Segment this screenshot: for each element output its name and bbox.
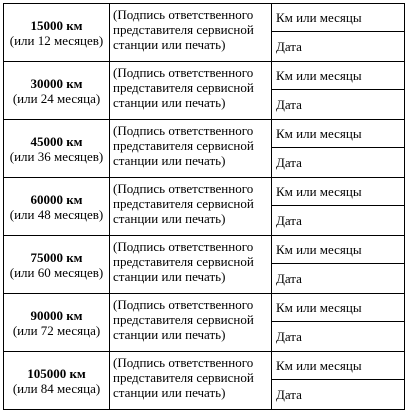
service-interval-km: 60000 км — [30, 191, 83, 207]
service-interval-months: (или 24 месяца) — [12, 90, 101, 106]
service-interval-cell — [4, 294, 110, 352]
service-interval-cell — [4, 178, 110, 236]
service-row — [4, 62, 405, 120]
service-interval-months: (или 12 месяцев) — [9, 32, 104, 48]
record-fields-cell — [272, 120, 405, 178]
date-field: Дата — [276, 155, 302, 170]
service-interval-cell — [4, 352, 110, 410]
record-fields-cell — [272, 4, 405, 62]
service-row — [4, 236, 405, 294]
service-interval-km: 15000 км — [30, 17, 83, 33]
service-row — [4, 294, 405, 352]
mileage-field: Км или месяцы — [272, 294, 404, 322]
service-interval-months: (или 72 месяца) — [12, 322, 101, 338]
service-row — [4, 4, 405, 62]
service-interval-cell — [4, 62, 110, 120]
service-interval-cell — [4, 236, 110, 294]
service-interval-km: 30000 км — [30, 75, 83, 91]
mileage-field: Км или месяцы — [272, 4, 404, 32]
mileage-field: Км или месяцы — [272, 178, 404, 206]
signature-cell: (Подпись ответственного представителя сервисной станции или печать) — [110, 294, 272, 352]
date-field: Дата — [276, 329, 302, 344]
service-interval-months: (или 36 месяцев) — [9, 148, 104, 164]
signature-cell: (Подпись ответственного представителя сервисной станции или печать) — [110, 120, 272, 178]
signature-cell: (Подпись ответственного представителя сервисной станции или печать) — [110, 352, 272, 410]
service-interval-km: 75000 км — [30, 249, 83, 265]
service-interval-months: (или 84 месяца) — [12, 380, 101, 396]
mileage-field: Км или месяцы — [272, 236, 404, 264]
service-interval-km: 45000 км — [30, 133, 83, 149]
service-interval-cell — [4, 4, 110, 62]
date-field: Дата — [276, 387, 302, 402]
service-row — [4, 178, 405, 236]
signature-cell: (Подпись ответственного представителя сервисной станции или печать) — [110, 62, 272, 120]
record-fields-cell — [272, 294, 405, 352]
date-field: Дата — [276, 213, 302, 228]
service-interval-months: (или 60 месяцев) — [9, 264, 104, 280]
service-interval-cell — [4, 120, 110, 178]
record-fields-cell — [272, 236, 405, 294]
date-field: Дата — [276, 271, 302, 286]
date-field: Дата — [276, 97, 302, 112]
mileage-field: Км или месяцы — [272, 62, 404, 90]
service-row — [4, 120, 405, 178]
signature-cell: (Подпись ответственного представителя сервисной станции или печать) — [110, 178, 272, 236]
service-interval-km: 105000 км — [27, 365, 86, 381]
service-interval-months: (или 48 месяцев) — [9, 206, 104, 222]
record-fields-cell — [272, 352, 405, 410]
mileage-field: Км или месяцы — [272, 352, 404, 380]
service-row — [4, 352, 405, 410]
signature-cell: (Подпись ответственного представителя сервисной станции или печать) — [110, 236, 272, 294]
date-field: Дата — [276, 39, 302, 54]
mileage-field: Км или месяцы — [272, 120, 404, 148]
record-fields-cell — [272, 62, 405, 120]
signature-cell: (Подпись ответственного представителя сервисной станции или печать) — [110, 4, 272, 62]
record-fields-cell — [272, 178, 405, 236]
service-interval-km: 90000 км — [30, 307, 83, 323]
service-record-table — [3, 3, 405, 410]
